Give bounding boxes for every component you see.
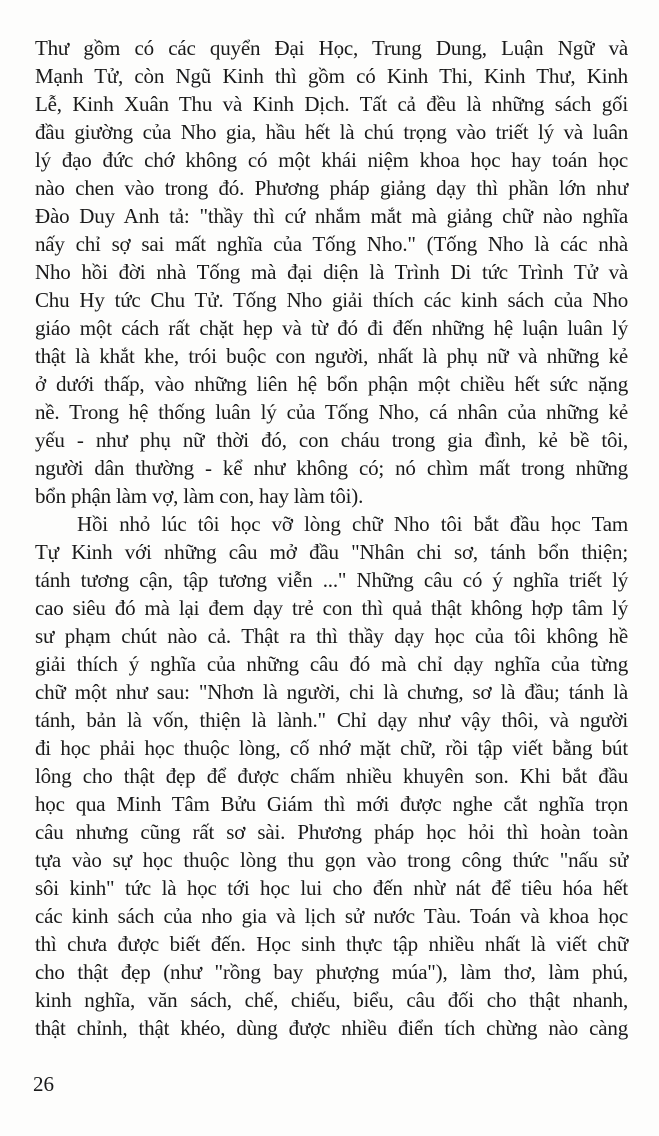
text-line: Tự Kinh với những câu mở đầu "Nhân chi sơ, tánh bổn thiện; [35, 540, 628, 564]
text-line: học qua Minh Tâm Bửu Giám thì mới được nghe cắt nghĩa trọn [35, 792, 628, 816]
text-line: sư phạm chút nào cả. Thật ra thì thầy dạy học của tôi không hề [35, 624, 628, 648]
text-line: giải thích ý nghĩa của những câu đó mà chỉ dạy nghĩa của từng [35, 652, 628, 676]
page-number: 26 [33, 1072, 54, 1096]
text-line: tánh, bản là vốn, thiện là lành." Chỉ dạy như vậy thôi, và người [35, 708, 628, 732]
text-line: yếu - như phụ nữ thời đó, con cháu trong gia đình, kẻ bề tôi, [35, 428, 628, 452]
text-line: sôi kinh" tức là học tới học lui cho đến nhừ nát để tiêu hóa hết [35, 876, 628, 900]
text-line: Nho hồi đời nhà Tống mà đại diện là Trình Di tức Trình Tử và [35, 260, 628, 284]
text-line: nấy chỉ sợ sai mất nghĩa của Tống Nho." (Tống Nho là các nhà [35, 232, 628, 256]
text-line: Thư gồm có các quyển Đại Học, Trung Dung, Luận Ngữ và [35, 36, 628, 60]
text-line: bổn phận làm vợ, làm con, hay làm tôi). [35, 484, 364, 508]
text-line: câu nhưng cũng rất sơ sài. Phương pháp học hỏi thì hoàn toàn [35, 820, 628, 844]
text-line: Đào Duy Anh tả: "thầy thì cứ nhắm mắt mà giảng chữ nào nghĩa [35, 204, 628, 228]
text-line: chữ một như sau: "Nhơn là người, chi là chưng, sơ là đầu; tánh là [35, 680, 628, 704]
paragraph-1 [35, 34, 628, 510]
text-line: nào chen vào trong đó. Phương pháp giảng dạy thì phần lớn như [35, 176, 628, 200]
text-line: lý đạo đức chớ không có một khái niệm khoa học hay toán học [35, 148, 628, 172]
text-line: đầu giường của Nho gia, hầu hết là chú trọng vào triết lý và luân [35, 120, 628, 144]
text-line: thật là khắt khe, trói buộc con người, nhất là phụ nữ và những kẻ [35, 344, 628, 368]
text-line: thật chỉnh, thật khéo, dùng được nhiều điển tích chừng nào càng [35, 1016, 628, 1040]
text-line: kinh nghĩa, văn sách, chế, chiếu, biểu, câu đối cho thật nhanh, [35, 988, 628, 1012]
text-line: Lễ, Kinh Xuân Thu và Kinh Dịch. Tất cả đều là những sách gối [35, 92, 628, 116]
text-line: Mạnh Tử, còn Ngũ Kinh thì gồm có Kinh Thi, Kinh Thư, Kinh [35, 64, 628, 88]
text-line: Chu Hy tức Chu Tử. Tống Nho giải thích các kinh sách của Nho [35, 288, 628, 312]
text-line: tựa vào sự học thuộc lòng thu gọn vào trong công thức "nấu sử [35, 848, 628, 872]
text-line: cao siêu đó mà lại đem dạy trẻ con thì quả thật không hợp tâm lý [35, 596, 628, 620]
text-line: đi học phải học thuộc lòng, cố nhớ mặt chữ, rồi tập viết bằng bút [35, 736, 628, 760]
text-line: lông cho thật đẹp để được chấm nhiều khuyên son. Khi bắt đầu [35, 764, 628, 788]
text-line: nề. Trong hệ thống luân lý của Tống Nho, cá nhân của những kẻ [35, 400, 628, 424]
text-line: giáo một cách rất chặt hẹp và từ đó đi đến những hệ luận luân lý [35, 316, 628, 340]
body-text [35, 34, 628, 1042]
text-line: người dân thường - kể như không có; nó chìm mất trong những [35, 456, 628, 480]
text-line: thì chưa được biết đến. Học sinh thực tập nhiều nhất là viết chữ [35, 932, 628, 956]
text-line: ở dưới thấp, vào những liên hệ bổn phận một chiều hết sức nặng [35, 372, 628, 396]
text-line: cho thật đẹp (như "rồng bay phượng múa"), làm thơ, làm phú, [35, 960, 628, 984]
paragraph-2 [35, 510, 628, 1042]
text-line: tánh tương cận, tập tương viễn ..." Những câu có ý nghĩa triết lý [35, 568, 628, 592]
text-line: Hồi nhỏ lúc tôi học vỡ lòng chữ Nho tôi bắt đầu học Tam [77, 512, 628, 536]
text-line: các kinh sách của nho gia và lịch sử nước Tàu. Toán và khoa học [35, 904, 628, 928]
